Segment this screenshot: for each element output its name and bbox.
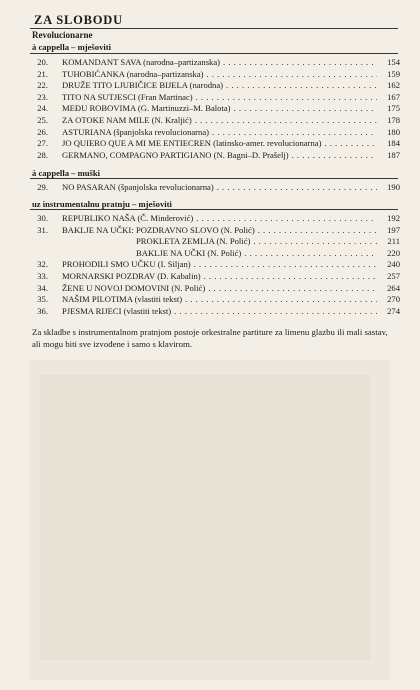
entry-page: 257: [387, 271, 400, 281]
entry-page: 240: [387, 259, 400, 270]
entry-title: KOMANDANT SAVA (narodna–partizanska): [62, 57, 221, 67]
entry-page: 178: [387, 115, 400, 125]
dot-leader: [185, 294, 377, 305]
entry-title: PROHODILI SMO UČKU (I. Siljan): [62, 259, 191, 270]
entry-number: 33.: [37, 271, 48, 281]
toc-entry: [26, 306, 400, 317]
entry-title: JO QUIERO QUE A MI ME ENTIECREN (latinsko-amer. revolucionarna): [62, 138, 322, 149]
entry-number: 34.: [37, 282, 48, 293]
entry-title: MEĐU ROBOVIMA (G. Martinuzzi–M. Balota): [62, 103, 231, 114]
entry-title: ZA OTOKE NAM MILE (N. Kraljić): [62, 115, 192, 125]
entry-number: 25.: [37, 115, 48, 125]
toc-entry: [26, 138, 400, 149]
entry-subtitle: BAKLJE NA UČKI (N. Polić): [136, 247, 242, 258]
dot-leader: [217, 182, 377, 193]
entry-page: 274: [387, 305, 400, 316]
dot-leader: [292, 150, 377, 161]
entry-number: 24.: [37, 103, 48, 114]
dot-leader: [223, 57, 377, 68]
toc-entry: [26, 150, 400, 161]
toc-entry: [26, 259, 400, 270]
subsection-heading: à cappella – mješoviti: [32, 42, 112, 52]
dot-leader: [234, 103, 377, 114]
entry-title: ASTURIANA (španjolska revolucionarna): [62, 126, 210, 137]
entry-subtitle: PROKLETA ZEMLJA (N. Polić): [136, 236, 251, 247]
entry-number: 23.: [37, 91, 48, 102]
entry-page: 192: [387, 213, 400, 223]
entry-title: NAŠIM PILOTIMA (vlastiti tekst): [62, 294, 183, 305]
entry-page: 264: [387, 282, 400, 293]
entry-page: 162: [387, 80, 400, 91]
entry-title: ŽENE U NOVOJ DOMOVINI (N. Polić): [62, 282, 206, 293]
toc-entry: [26, 213, 400, 224]
entry-page: 180: [387, 126, 400, 137]
dot-leader: [212, 127, 377, 138]
footnote: Za skladbe s instrumentalnom pratnjom postoje orkestralne partiture za limenu glazbu ili mali sastav, ali mogu biti sve izvođene i samo s klavirom.: [32, 327, 388, 349]
toc-entry: [26, 127, 400, 138]
entry-page: 220: [387, 247, 400, 258]
entry-page: 190: [387, 182, 400, 192]
section-rule: [30, 178, 398, 179]
entry-number: 30.: [37, 213, 48, 223]
entry-page: 211: [387, 236, 400, 247]
entry-number: 27.: [37, 138, 48, 149]
dot-leader: [207, 69, 377, 80]
toc-entry: [26, 182, 400, 193]
section-rule: [30, 53, 398, 54]
entry-number: 22.: [37, 80, 48, 91]
entry-title: REPUBLIKO NAŠA (Č. Minderović): [62, 213, 194, 223]
entry-number: 36.: [37, 305, 48, 316]
toc-entry: [26, 236, 400, 247]
dot-leader: [196, 213, 377, 224]
entry-page: 159: [387, 68, 400, 79]
section-rule: [30, 209, 398, 210]
entry-subtitle: POZDRAVNO SLOVO (N. Polić): [136, 224, 255, 235]
entry-title: TITO NA SUTJESCI (Fran Martinac): [62, 91, 193, 102]
section-heading: Revolucionarne: [32, 30, 93, 40]
entry-page: 154: [387, 57, 400, 67]
bleed-through-texture: [0, 350, 420, 690]
entry-number: 29.: [37, 182, 48, 192]
toc-entry: [26, 294, 400, 305]
dot-leader: [194, 259, 377, 270]
entry-title: DRUŽE TITO LJUBIČICE BIJELA (narodna): [62, 80, 224, 91]
entry-number: 31.: [37, 224, 48, 235]
entry-page: 184: [387, 138, 400, 149]
toc-entry: [26, 271, 400, 282]
dot-leader: [253, 236, 377, 247]
entry-title: PJESMA RIJECI (vlastiti tekst): [62, 305, 172, 316]
toc-entry: [26, 92, 400, 103]
toc-entry: [26, 248, 400, 259]
dot-leader: [174, 306, 377, 317]
toc-entry: [26, 69, 400, 80]
subsection-heading: uz instrumentalnu pratnju – mješoviti: [32, 199, 172, 209]
title-rule: [30, 28, 398, 29]
dot-leader: [208, 283, 377, 294]
entry-title: BAKLJE NA UČKI:: [62, 224, 134, 235]
entry-number: 20.: [37, 57, 48, 67]
entry-page: 175: [387, 103, 400, 114]
dot-leader: [195, 115, 377, 126]
entry-number: 28.: [37, 149, 48, 160]
entry-page: 187: [387, 149, 400, 160]
dot-leader: [244, 248, 377, 259]
dot-leader: [258, 225, 377, 236]
toc-entry: [26, 225, 400, 236]
entry-page: 167: [387, 91, 400, 102]
entry-title: MORNARSKI POZDRAV (D. Kabalin): [62, 271, 201, 281]
entry-title: NO PASARAN (španjolska revolucionarna): [62, 182, 214, 192]
toc-entry: [26, 57, 400, 68]
dot-leader: [324, 138, 377, 149]
toc-entry: [26, 80, 400, 91]
toc-entry: [26, 115, 400, 126]
entry-page: 197: [387, 224, 400, 235]
entry-title: TUHOBIĆANKA (narodna–partizanska): [62, 68, 204, 79]
entry-title: GERMANO, COMPAGNO PARTIGIANO (N. Bagni–D. Prašelj): [62, 149, 289, 160]
toc-entry: [26, 283, 400, 294]
entry-number: 35.: [37, 294, 48, 305]
entry-page: 270: [387, 294, 400, 305]
page-title: ZA SLOBODU: [34, 13, 123, 27]
toc-entry: [26, 103, 400, 114]
dot-leader: [196, 92, 377, 103]
entry-number: 21.: [37, 68, 48, 79]
entry-number: 26.: [37, 126, 48, 137]
dot-leader: [204, 271, 377, 282]
subsection-heading: à cappella – muški: [32, 168, 101, 178]
dot-leader: [226, 80, 377, 91]
entry-number: 32.: [37, 259, 48, 270]
